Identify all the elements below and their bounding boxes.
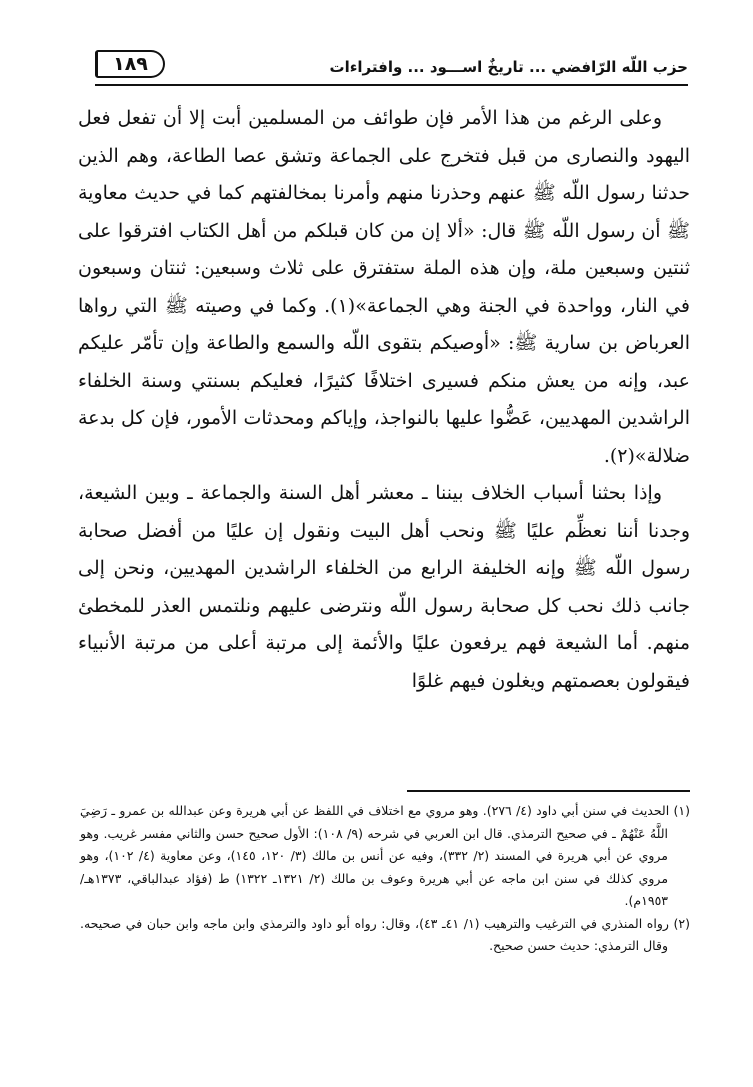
footnote-2: (٢) رواه المنذري في الترغيب والترهيب (١/ ٤١ـ ٤٣)، وقال: رواه أبو داود والترمذي وابن ماجه وابن حبان في صحيحه. وقال الترمذي: حديث حسن صحيح. xyxy=(80,915,690,953)
header-rule xyxy=(95,84,688,86)
page-number: ١٨٩ xyxy=(95,50,165,78)
page-header xyxy=(95,48,688,84)
paragraph-1: وعلى الرغم من هذا الأمر فإن طوائف من المسلمين أبت إلا أن تفعل فعل اليهود والنصارى من قبل فتخرج على الجماعة وتشق عصا الطاعة، وهم الذين حدثنا رسول اللّه ﷺ عنهم وحذرنا منهم وأمرنا بمخالفتهم كما في حديث معاوية ﷺ أن رسول اللّه ﷺ قال: «ألا إن من كان قبلكم من أهل الكتاب افترقوا على ثنتين وسبعين ملة، وإن هذه الملة ستفترق على ثلاث وسبعين: ثنتان وسبعون في النار، وواحدة في الجنة وهي الجماعة»(١). وكما في وصيته ﷺ التي رواها العرباض بن سارية ﷺ: «أوصيكم بتقوى اللّه والسمع والطاعة وإن تأمّر عليكم عبد، وإنه من يعش منكم فسيرى اختلافًا كثيرًا، فعليكم بسنتي وسنة الخلفاء الراشدين المهديين، عَضُّوا عليها بالنواجذ، وإياكم ومحدثات الأمور، فإن كل بدعة ضلالة»(٢). xyxy=(78,107,690,467)
footnote-1: (١) الحديث في سنن أبي داود (٤/ ٢٧٦). وهو مروي مع اختلاف في اللفظ عن أبي هريرة وعن عبدالله بن عمرو ـ رَضِيَ اللَّهُ عَنْهُمْ ـ في صحيح الترمذي. قال ابن العربي في شرحه (٩/ ١٠٨): الأول صحيح حسن والثاني مفسر غريب. وهو مروي عن أبي هريرة في المسند (٢/ ٣٣٢)، وفيه عن أنس بن مالك (٣/ ١٢٠، ١٤٥)، وعن معاوية (٤/ ١٠٢)، وهو مروي كذلك في سنن ابن ماجه عن أبي هريرة وعوف بن مالك (٢/ ١٣٢١ـ ١٣٢٢) ط (فؤاد عبدالباقي، ١٣٧٣هـ/ ١٩٥٣م). xyxy=(80,803,690,908)
running-title: حزب اللّه الرّافضي ... تاريخٌ اســـود ... وافتراءات xyxy=(329,58,688,76)
footnote-separator xyxy=(407,790,690,792)
footnotes xyxy=(80,800,690,958)
main-text xyxy=(78,100,690,700)
paragraph-2: وإذا بحثنا أسباب الخلاف بيننا ـ معشر أهل السنة والجماعة ـ وبين الشيعة، وجدنا أننا نعظِّم عليًا ﷺ ونحب أهل البيت ونقول إن عليًا من أفضل صحابة رسول اللّه ﷺ وإنه الخليفة الرابع من الخلفاء الراشدين المهديين، ونحن إلى جانب ذلك نحب كل صحابة رسول اللّه ونترضى عليهم ونلتمس العذر للمخطئ منهم. أما الشيعة فهم يرفعون عليًا والأئمة إلى مرتبة أعلى من مرتبة الأنبياء فيقولون بعصمتهم ويغلون فيهم غلوًا xyxy=(78,482,690,692)
